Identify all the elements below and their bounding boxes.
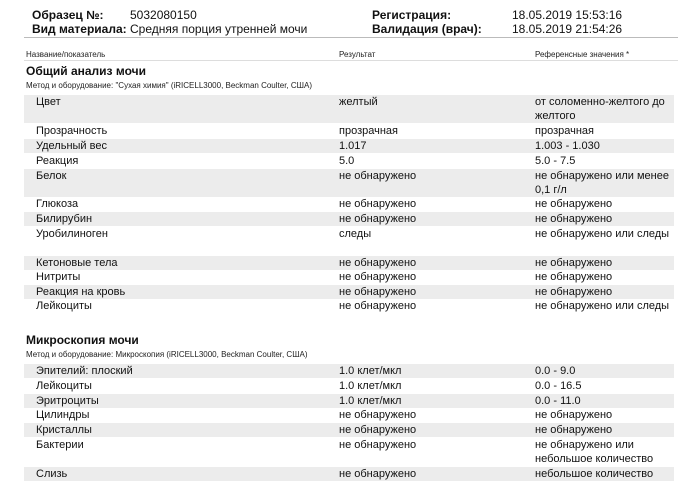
table-row bbox=[24, 212, 674, 226]
table-row bbox=[24, 285, 674, 299]
row-result: не обнаружено bbox=[339, 300, 417, 312]
row-reference: не обнаружено bbox=[535, 271, 613, 283]
table-row bbox=[24, 124, 674, 138]
row-name: Нитриты bbox=[36, 271, 81, 283]
row-result: 1.017 bbox=[339, 140, 367, 152]
table-row bbox=[24, 423, 674, 437]
row-result: не обнаружено bbox=[339, 286, 417, 298]
row-reference: небольшое количество bbox=[535, 468, 654, 480]
row-reference: 1.003 - 1.030 bbox=[535, 140, 600, 152]
row-reference: не обнаружено bbox=[535, 409, 613, 421]
row-result: не обнаружено bbox=[339, 213, 417, 225]
row-reference: не обнаружено или небольшое количество bbox=[535, 439, 654, 465]
validation-datetime: 18.05.2019 21:54:26 bbox=[512, 22, 623, 36]
row-name: Лейкоциты bbox=[36, 380, 92, 392]
row-result: не обнаружено bbox=[339, 271, 417, 283]
row-result: не обнаружено bbox=[339, 424, 417, 436]
table-row bbox=[24, 270, 674, 284]
row-name: Прозрачность bbox=[36, 125, 108, 137]
row-name: Эритроциты bbox=[36, 395, 99, 407]
row-reference: не обнаружено или следы bbox=[535, 300, 670, 312]
row-reference: не обнаружено bbox=[535, 257, 613, 269]
row-reference: прозрачная bbox=[535, 125, 594, 137]
row-name: Билирубин bbox=[36, 213, 93, 225]
header-divider bbox=[24, 37, 678, 38]
registration-label: Регистрация: bbox=[372, 8, 452, 22]
row-result: желтый bbox=[339, 96, 378, 108]
row-result: не обнаружено bbox=[339, 198, 417, 210]
row-name: Белок bbox=[36, 170, 67, 182]
table-row bbox=[24, 467, 674, 481]
row-name: Кетоновые тела bbox=[36, 257, 118, 269]
row-reference: не обнаружено или менее 0,1 г/л bbox=[535, 170, 669, 196]
row-result: следы bbox=[339, 228, 372, 240]
section-method-microscopy: Метод и оборудование: Микроскопия (iRICELL3000, Beckman Coulter, США) bbox=[26, 350, 308, 359]
table-row bbox=[24, 197, 674, 211]
row-name: Реакция на кровь bbox=[36, 286, 126, 298]
sample-label: Образец №: bbox=[32, 8, 104, 22]
row-result: не обнаружено bbox=[339, 257, 417, 269]
row-name: Глюкоза bbox=[36, 198, 79, 210]
table-row bbox=[24, 438, 674, 466]
table-row bbox=[24, 364, 674, 378]
table-row bbox=[24, 408, 674, 422]
sample-number: 5032080150 bbox=[130, 8, 197, 22]
row-result: 5.0 bbox=[339, 155, 355, 167]
row-result: 1.0 клет/мкл bbox=[339, 395, 402, 407]
column-header-name: Название/показатель bbox=[26, 50, 106, 59]
row-reference: не обнаружено или следы bbox=[535, 228, 670, 240]
row-reference: 5.0 - 7.5 bbox=[535, 155, 576, 167]
table-row bbox=[24, 299, 674, 327]
row-reference: 0.0 - 9.0 bbox=[535, 365, 576, 377]
material-label: Вид материала: bbox=[32, 22, 127, 36]
table-row bbox=[24, 95, 674, 123]
row-name: Цвет bbox=[36, 96, 61, 108]
row-reference: не обнаружено bbox=[535, 213, 613, 225]
row-reference: не обнаружено bbox=[535, 424, 613, 436]
row-result: 1.0 клет/мкл bbox=[339, 380, 402, 392]
section-method-urinalysis: Метод и оборудование: "Сухая химия" (iRICELL3000, Beckman Coulter, США) bbox=[26, 81, 312, 90]
row-result: 1.0 клет/мкл bbox=[339, 365, 402, 377]
validation-label: Валидация (врач): bbox=[372, 22, 482, 36]
row-reference: не обнаружено bbox=[535, 198, 613, 210]
row-name: Кристаллы bbox=[36, 424, 92, 436]
registration-datetime: 18.05.2019 15:53:16 bbox=[512, 8, 623, 22]
row-result: не обнаружено bbox=[339, 439, 417, 451]
row-name: Бактерии bbox=[36, 439, 84, 451]
table-row bbox=[24, 256, 674, 270]
table-row bbox=[24, 139, 674, 153]
row-name: Уробилиноген bbox=[36, 228, 108, 240]
row-name: Цилиндры bbox=[36, 409, 90, 421]
row-name: Удельный вес bbox=[36, 140, 107, 152]
table-row bbox=[24, 227, 674, 255]
row-name: Лейкоциты bbox=[36, 300, 92, 312]
table-row bbox=[24, 154, 674, 168]
row-reference: от соломенно-желтого до желтого bbox=[535, 96, 665, 122]
row-name: Слизь bbox=[36, 468, 68, 480]
row-reference: не обнаружено bbox=[535, 286, 613, 298]
section-title-microscopy: Микроскопия мочи bbox=[26, 333, 139, 347]
column-header-result: Результат bbox=[339, 50, 376, 59]
table-row bbox=[24, 394, 674, 408]
row-reference: 0.0 - 16.5 bbox=[535, 380, 582, 392]
row-result: не обнаружено bbox=[339, 170, 417, 182]
row-name: Реакция bbox=[36, 155, 79, 167]
row-result: прозрачная bbox=[339, 125, 398, 137]
row-reference: 0.0 - 11.0 bbox=[535, 395, 581, 407]
section-title-urinalysis: Общий анализ мочи bbox=[26, 64, 146, 78]
table-row bbox=[24, 169, 674, 197]
table-row bbox=[24, 379, 674, 393]
row-result: не обнаружено bbox=[339, 468, 417, 480]
row-result: не обнаружено bbox=[339, 409, 417, 421]
material-value: Средняя порция утренней мочи bbox=[130, 22, 308, 36]
row-name: Эпителий: плоский bbox=[36, 365, 133, 377]
column-header-divider bbox=[24, 60, 678, 61]
column-header-reference: Референсные значения * bbox=[535, 50, 630, 59]
